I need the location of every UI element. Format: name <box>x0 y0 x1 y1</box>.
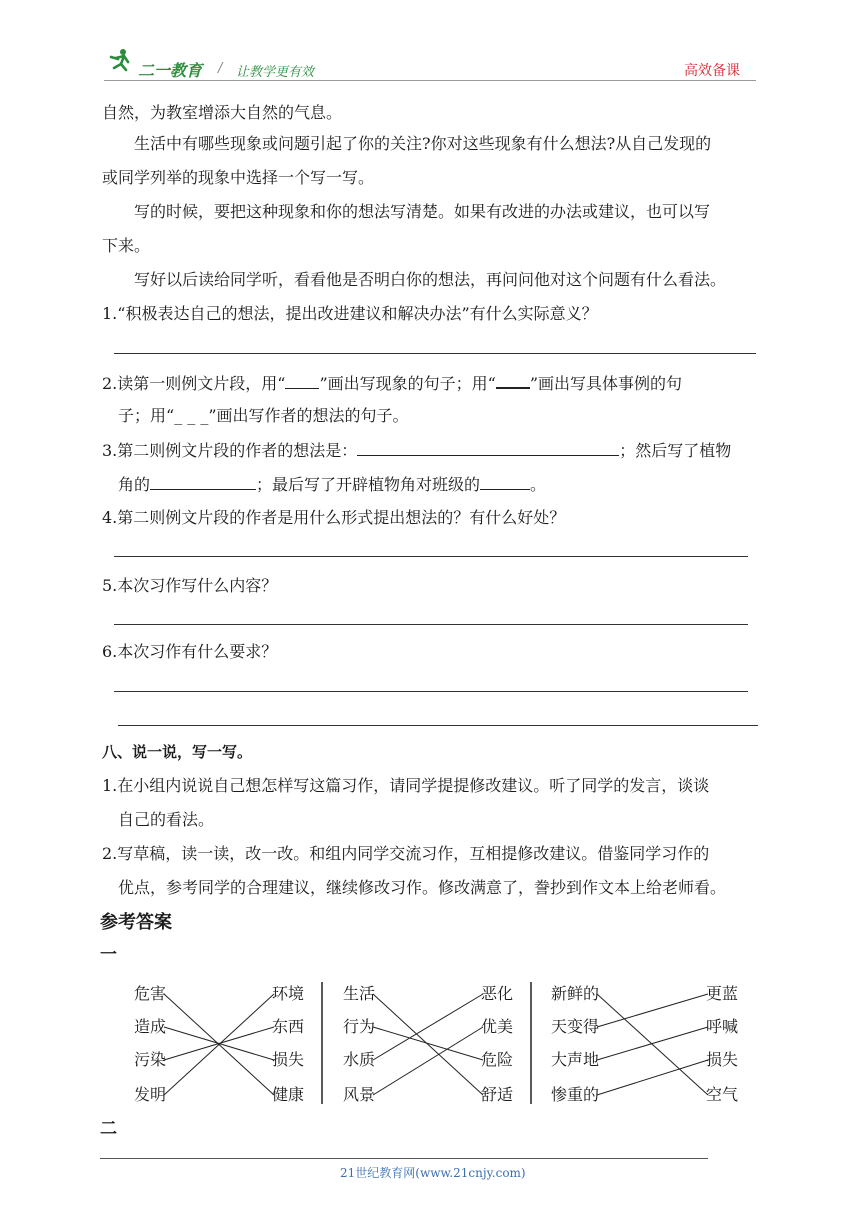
question-1: 1.“积极表达自己的想法，提出改进建议和解决办法”有什么实际意义？ <box>102 304 598 323</box>
group3-match-line-3 <box>597 1060 708 1095</box>
group1-right-word-1: 东西 <box>272 1017 305 1036</box>
q2-text-3: ”画出写具体事例的句 <box>529 374 683 393</box>
question-4: 4.第二则例文片段的作者是用什么形式提出想法的？有什么好处？ <box>102 508 566 527</box>
group1-left-word-3: 发明 <box>134 1085 167 1104</box>
group2-match-line-2 <box>373 994 483 1060</box>
q2-text-5: ”画出写作者的想法的句子。 <box>208 406 409 425</box>
q3-text-2: ；然后写了植物 <box>619 441 732 460</box>
group1-left-word-2: 污染 <box>134 1050 167 1069</box>
header-slogan: 让教学更有效 <box>236 65 315 80</box>
header-brand: 二一教育 <box>138 61 203 80</box>
group3-match-line-0 <box>597 994 708 1095</box>
q3-text-3: 角的 <box>118 475 151 494</box>
group3-right-word-2: 损失 <box>706 1050 739 1069</box>
answers-mark-1: 一 <box>100 945 117 965</box>
q3-text-4: ；最后写了开辟植物角对班级的 <box>256 475 481 494</box>
group3-right-word-0: 更蓝 <box>706 984 739 1003</box>
group1-left-word-1: 造成 <box>134 1017 167 1036</box>
question-5: 5.本次习作写什么内容？ <box>102 576 278 595</box>
question-6: 6.本次习作有什么要求？ <box>102 642 278 661</box>
group3-left-word-1: 天变得 <box>551 1017 600 1036</box>
paragraph-1a: 生活中有哪些现象或问题引起了你的关注?你对这些现象有什么想法?从自己发现的 <box>134 134 712 153</box>
group3-match-line-1 <box>597 994 708 1027</box>
section-8-title: 八、说一说，写一写。 <box>102 743 253 761</box>
group2-right-word-0: 恶化 <box>481 984 514 1003</box>
q3-text-1: 3.第二则例文片段的作者的想法是： <box>102 441 358 460</box>
paragraph-1b: 或同学列举的现象中选择一个写一写。 <box>102 168 375 187</box>
group2-left-word-2: 水质 <box>343 1050 376 1069</box>
group3-left-word-0: 新鲜的 <box>551 984 600 1003</box>
group2-right-word-1: 优美 <box>481 1017 514 1036</box>
footer-text: 21世纪教育网(www.21cnjy.com) <box>340 1166 526 1180</box>
group3-right-word-1: 呼喊 <box>706 1017 739 1036</box>
section-8-item-2a: 2.写草稿，读一读，改一改。和组内同学交流习作，互相提修改建议。借鉴同学习作的 <box>102 844 710 863</box>
paragraph-3: 写好以后读给同学听，看看他是否明白你的想法，再问问他对这个问题有什么看法。 <box>134 270 727 289</box>
group3-left-word-3: 惨重的 <box>551 1085 600 1104</box>
group1-right-word-3: 健康 <box>272 1085 305 1104</box>
header-separator: / <box>218 61 223 76</box>
q2-text-1: 2.读第一则例文片段，用“ <box>102 374 286 393</box>
paragraph-2a: 写的时候，要把这种现象和你的想法写清楚。如果有改进的办法或建议，也可以写 <box>134 202 711 221</box>
group2-match-line-1 <box>373 1027 483 1060</box>
group1-left-word-0: 危害 <box>134 984 167 1003</box>
group2-left-word-3: 风景 <box>343 1085 376 1104</box>
group2-left-word-1: 行为 <box>343 1017 376 1036</box>
group2-right-word-3: 舒适 <box>481 1085 514 1104</box>
footer-rule <box>100 1158 708 1159</box>
paragraph-2b: 下来。 <box>102 236 151 255</box>
section-8-item-1b: 自己的看法。 <box>118 810 215 829</box>
group3-right-word-3: 空气 <box>706 1085 739 1104</box>
section-8-item-2b: 优点，参考同学的合理建议，继续修改习作。修改满意了，誊抄到作文本上给老师看。 <box>118 878 727 897</box>
q2-text-2: ”画出写现象的句子；用“ <box>319 374 496 393</box>
group3-left-word-2: 大声地 <box>551 1050 600 1069</box>
group1-right-word-0: 环境 <box>272 984 305 1003</box>
answers-mark-2: 二 <box>100 1119 117 1139</box>
q3-text-5: 。 <box>530 475 547 494</box>
group2-right-word-2: 危险 <box>481 1050 514 1069</box>
group2-match-line-0 <box>373 994 483 1095</box>
q2-text-4: 子；用“ <box>118 406 175 425</box>
group3-match-line-2 <box>597 1027 708 1060</box>
paragraph-0: 自然，为教室增添大自然的气息。 <box>102 103 343 122</box>
q2-dashed-sample: _ _ _ <box>174 406 209 425</box>
group2-left-word-0: 生活 <box>343 984 376 1003</box>
group1-right-word-2: 损失 <box>272 1050 305 1069</box>
header-right-label: 高效备课 <box>684 63 740 79</box>
answers-title: 参考答案 <box>100 912 172 933</box>
group2-match-line-3 <box>373 1027 483 1095</box>
section-8-item-1a: 1.在小组内说说自己想怎样写这篇习作，请同学提提修改建议。听了同学的发言，谈谈 <box>102 776 710 795</box>
